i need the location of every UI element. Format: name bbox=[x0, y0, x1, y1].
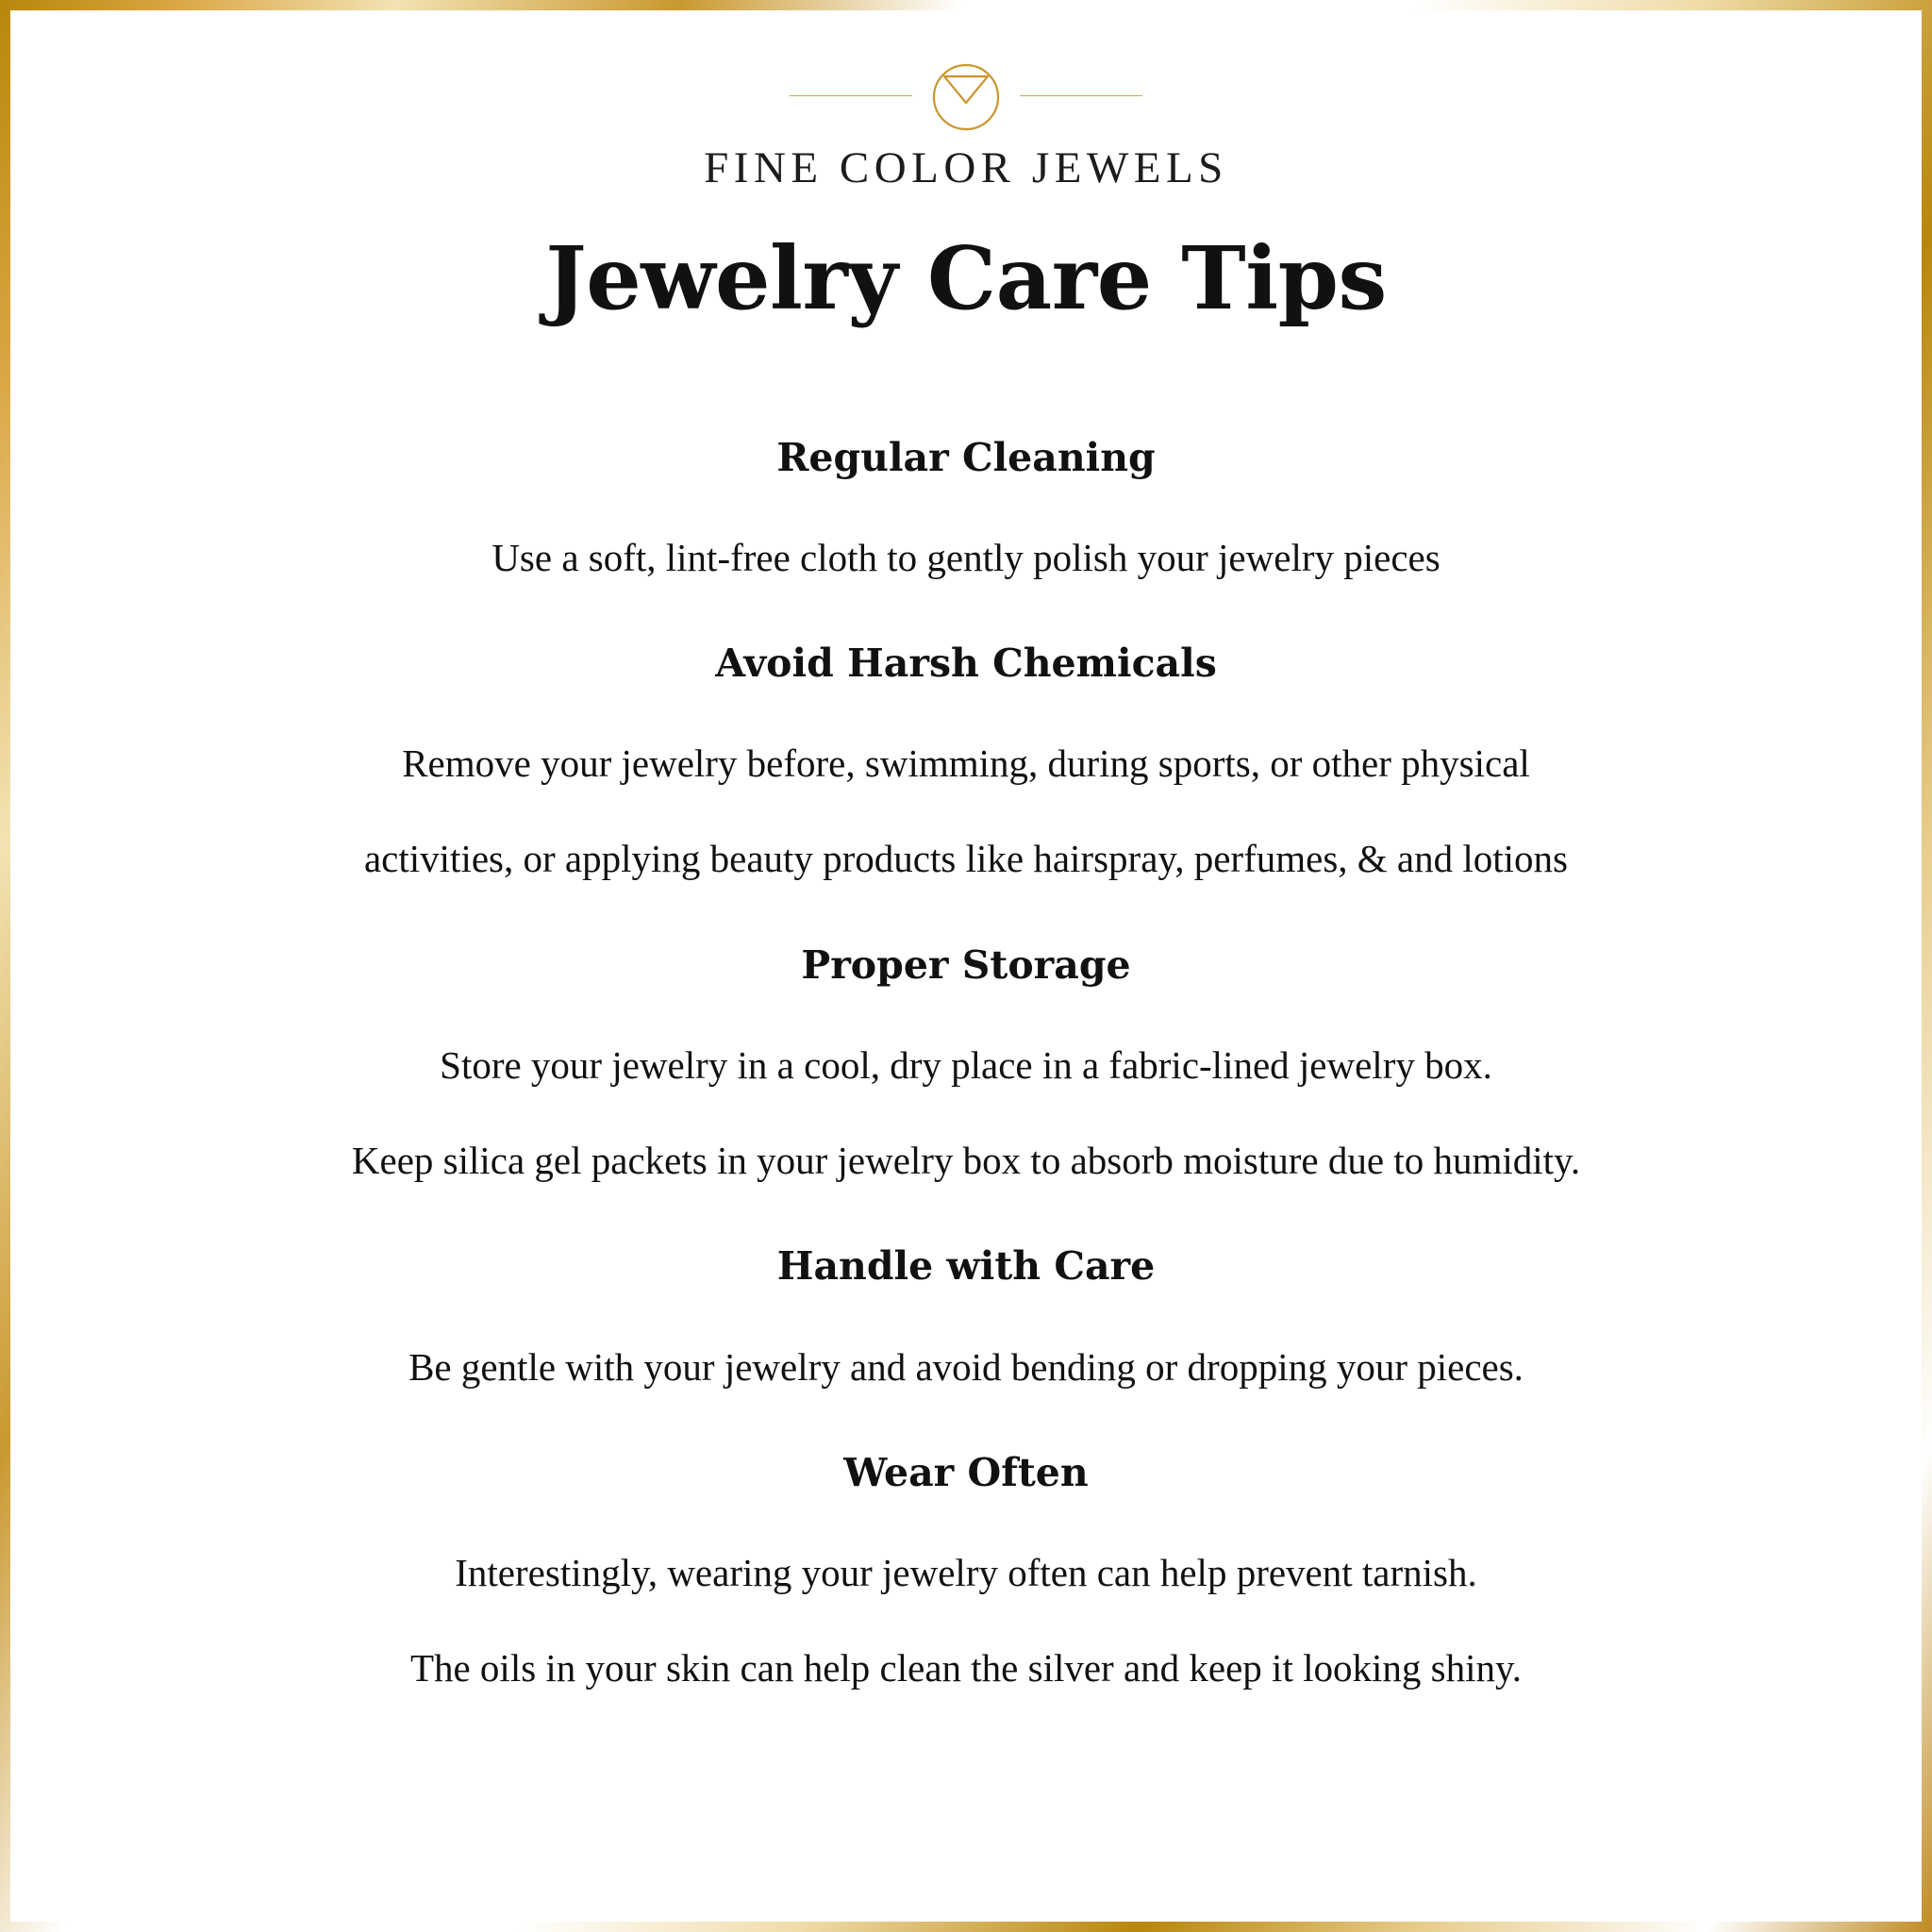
section-heading: Proper Storage bbox=[801, 941, 1131, 988]
section-line: Store your jewelry in a cool, dry place in a fabric-lined jewelry box. bbox=[440, 1042, 1492, 1087]
left-rule bbox=[790, 95, 912, 96]
section-line: The oils in your skin can help clean the silver and keep it looking shiny. bbox=[409, 1646, 1523, 1690]
section-avoid-harsh-chemicals bbox=[67, 640, 1865, 883]
diamond-outline-icon bbox=[925, 50, 1007, 142]
section-line: Remove your jewelry before, swimming, during sports, or other physical bbox=[402, 741, 1530, 786]
section-wear-often bbox=[67, 1449, 1865, 1692]
frame-inner bbox=[10, 10, 1922, 1922]
section-body bbox=[67, 741, 1865, 882]
section-line: Keep silica gel packets in your jewelry box to absorb moisture due to humidity. bbox=[351, 1139, 1581, 1183]
section-body bbox=[67, 535, 1865, 581]
brand-lockup bbox=[67, 52, 1865, 193]
section-heading: Wear Often bbox=[843, 1449, 1089, 1495]
document-content bbox=[10, 10, 1922, 1922]
brand-name: FINE COLOR JEWELS bbox=[704, 143, 1228, 192]
section-line: Use a soft, lint-free cloth to gently polish your jewelry pieces bbox=[491, 535, 1441, 579]
section-body bbox=[67, 1042, 1865, 1184]
section-body bbox=[67, 1344, 1865, 1391]
section-handle-with-care bbox=[67, 1242, 1865, 1390]
section-line: Interestingly, wearing your jewelry often can help prevent tarnish. bbox=[455, 1550, 1477, 1594]
section-heading: Avoid Harsh Chemicals bbox=[715, 641, 1217, 687]
section-body bbox=[67, 1550, 1865, 1691]
page-title: Jewelry Care Tips bbox=[545, 227, 1387, 329]
section-proper-storage bbox=[67, 941, 1865, 1185]
section-heading: Regular Cleaning bbox=[776, 434, 1156, 480]
tips-list bbox=[67, 375, 1865, 1692]
section-heading: Handle with Care bbox=[776, 1243, 1156, 1290]
section-line: activities, or applying beauty products like hairspray, perfumes, & and lotions bbox=[363, 837, 1568, 881]
section-line: Be gentle with your jewelry and avoid bending or dropping your pieces. bbox=[408, 1344, 1524, 1389]
brand-mark bbox=[67, 52, 1865, 139]
right-rule bbox=[1020, 95, 1142, 96]
section-regular-cleaning bbox=[67, 434, 1865, 581]
